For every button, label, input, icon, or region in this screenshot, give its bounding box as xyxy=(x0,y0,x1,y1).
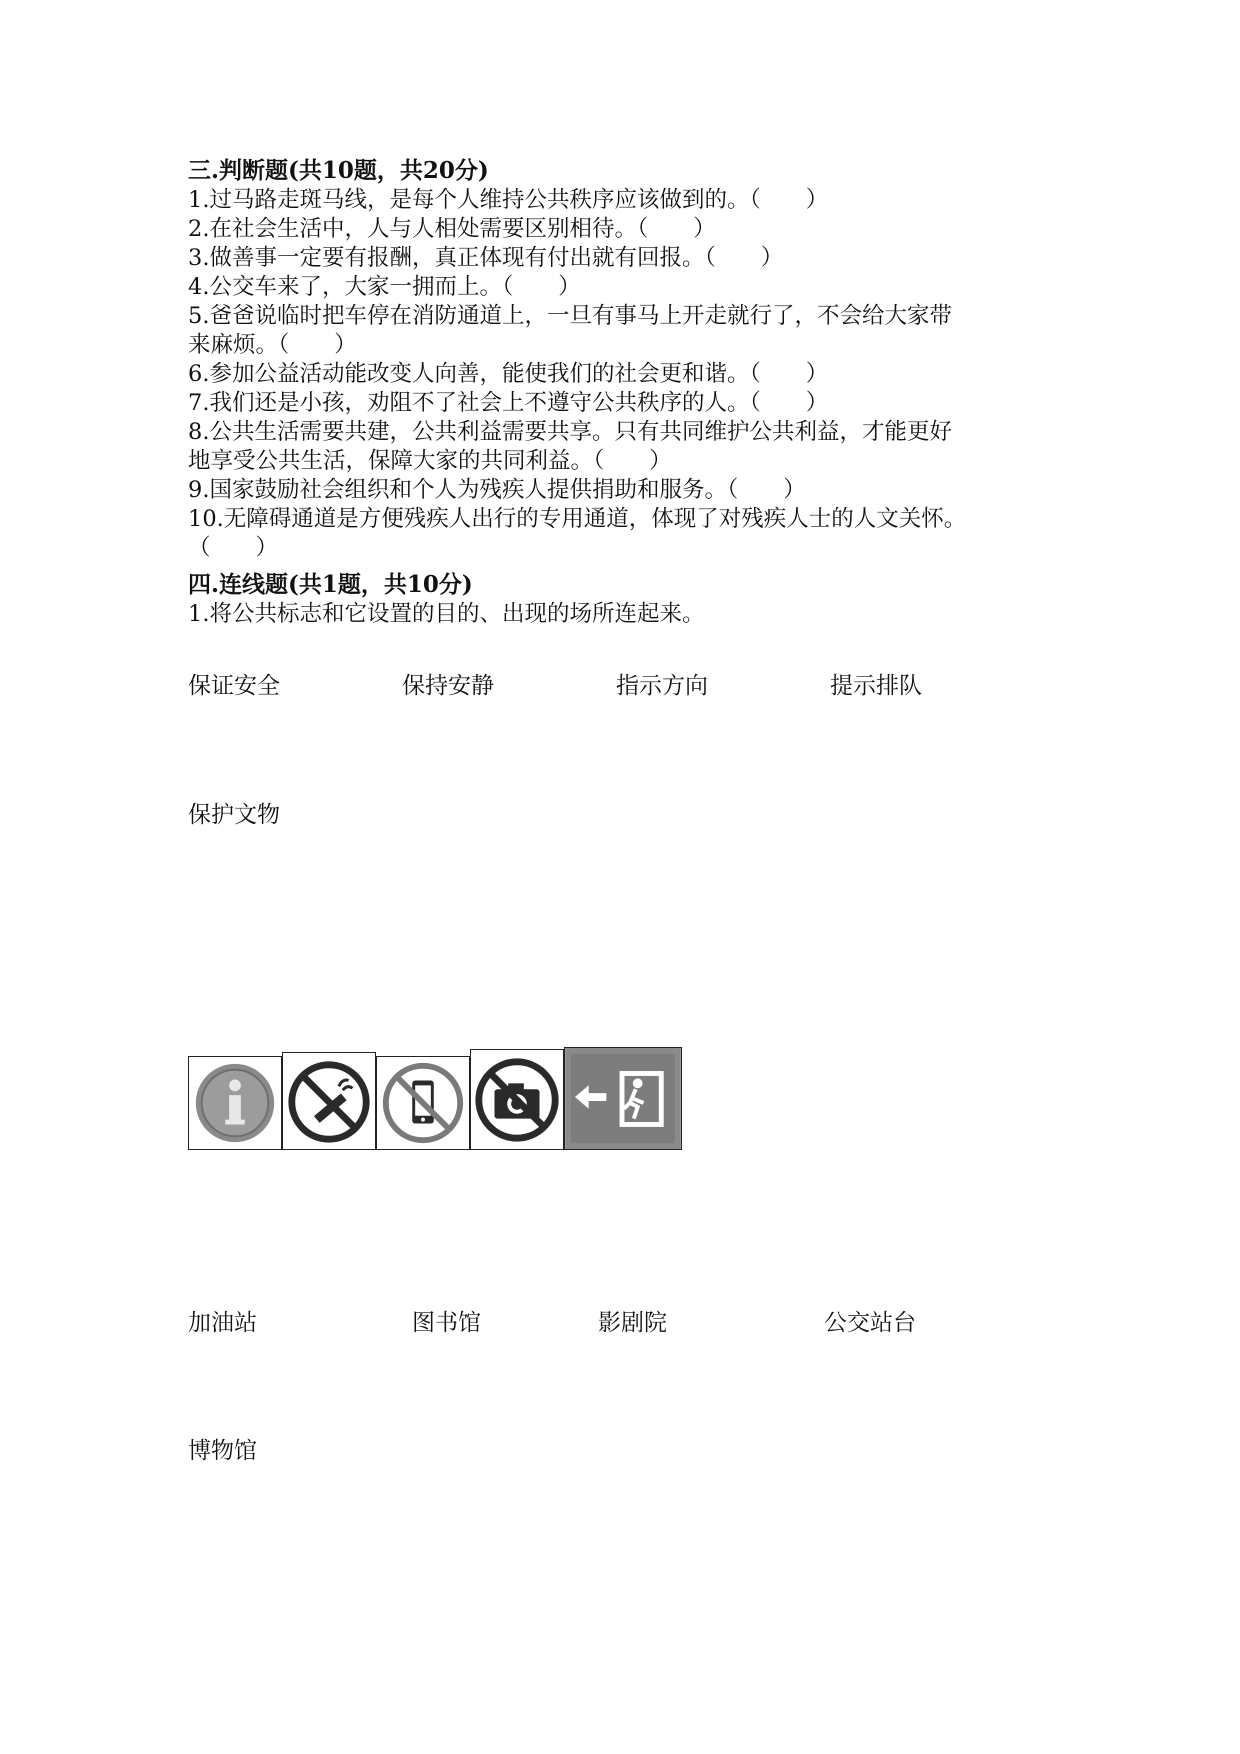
section-4-heading: 四.连线题(共1题，共10分) xyxy=(188,571,473,598)
question-line: （ ） xyxy=(188,535,279,561)
question-line: 2.在社会生活中，人与人相处需要区别相待。（ ） xyxy=(188,216,716,242)
place-option: 博物馆 xyxy=(188,1438,257,1464)
question-line: 8.公共生活需要共建，公共利益需要共享。只有共同维护公共利益，才能更好 xyxy=(188,419,952,445)
question-line: 7.我们还是小孩，劝阻不了社会上不遵守公共秩序的人。（ ） xyxy=(188,390,829,416)
no-camera-icon xyxy=(470,1049,564,1150)
question-line: 6.参加公益活动能改变人向善，能使我们的社会更和谐。（ ） xyxy=(188,361,829,387)
purpose-option: 保持安静 xyxy=(402,673,494,699)
matching-question: 1.将公共标志和它设置的目的、出现的场所连起来。 xyxy=(188,601,705,627)
place-option: 公交站台 xyxy=(824,1310,916,1336)
place-option: 图书馆 xyxy=(412,1310,481,1336)
question-line: 5.爸爸说临时把车停在消防通道上，一旦有事马上开走就行了，不会给大家带 xyxy=(188,303,952,329)
purpose-option: 保证安全 xyxy=(188,673,280,699)
section-3-heading: 三.判断题(共10题，共20分) xyxy=(188,157,489,184)
purpose-option: 提示排队 xyxy=(830,673,922,699)
no-phone-icon xyxy=(376,1056,470,1150)
question-line: 4.公交车来了，大家一拥而上。（ ） xyxy=(188,274,581,300)
question-line: 来麻烦。（ ） xyxy=(188,332,357,358)
place-option: 加油站 xyxy=(188,1310,257,1336)
question-line: 1.过马路走斑马线，是每个人维持公共秩序应该做到的。（ ） xyxy=(188,187,829,213)
no-smoking-icon xyxy=(282,1052,376,1150)
question-line: 9.国家鼓励社会组织和个人为残疾人提供捐助和服务。（ ） xyxy=(188,477,806,503)
question-line: 3.做善事一定要有报酬，真正体现有付出就有回报。（ ） xyxy=(188,245,784,271)
emergency-exit-icon xyxy=(564,1047,682,1150)
place-option: 影剧院 xyxy=(598,1310,667,1336)
question-line: 10.无障碍通道是方便残疾人出行的专用通道，体现了对残疾人士的人文关怀。 xyxy=(188,506,967,532)
question-line: 地享受公共生活，保障大家的共同利益。（ ） xyxy=(188,448,672,474)
purpose-option: 保护文物 xyxy=(188,802,280,828)
purpose-option: 指示方向 xyxy=(616,673,708,699)
info-icon xyxy=(188,1056,282,1150)
